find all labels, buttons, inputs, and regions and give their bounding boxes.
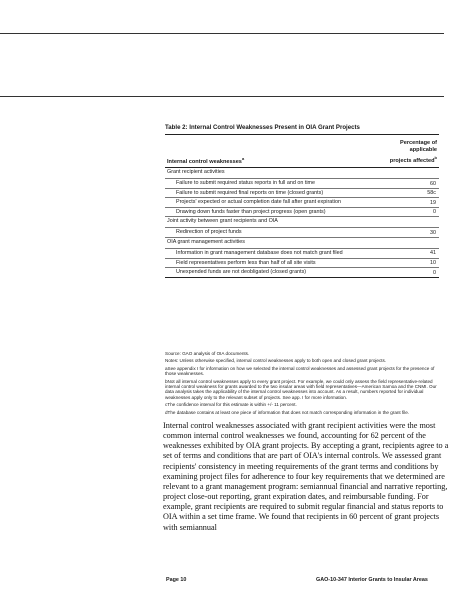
table-row: Information in grant management database does not match grant filed 41 [165,249,439,259]
table-row: Failure to submit required status reports in full and on time 60 [165,179,439,189]
table-notes [165,351,441,417]
source-note: Source: GAO analysis of OIA documents. [165,351,250,356]
page-number: Page 10 [166,577,187,583]
table-row: Unexpended funds are not deobligated (closed grants) 0 [165,268,439,278]
table-row: Failure to submit required final reports on time (closed grants) 58c [165,189,439,199]
table-row: Field representatives perform less than half of all site visits 10 [165,259,439,269]
table-row: Drawing down funds faster than project progress (open grants) 0 [165,208,439,218]
table-row: Grant recipient activities [165,168,439,179]
report-id: GAO-10-347 Interior Grants to Insular Areas [316,577,428,583]
table-header [165,134,439,168]
footnote-d: dThe database contains at least one piece of information that does not match corresponding information in the grant file. [165,409,410,415]
table-row: Redirection of project funds 30 [165,228,439,238]
footnote-b: bNot all internal control weaknesses apply to every grant project. For example, we could only assess the field representative-related internal control weakness for grants awarded to the two insular areas with field representatives—American Samoa and the CNMI. Our data analysis takes the applicability of the internal control weaknesses into account. As a result, numbers reported for individual weaknesses apply only to the relevant subset of projects. See app. I for more information. [165,378,437,400]
table-row: Projects' expected or actual completion date fall after grant expiration 19 [165,198,439,208]
header-weaknesses: Internal control weaknesses$^a$ [167,156,245,165]
general-note: Notes: Unless otherwise specified, internal control weaknesses apply to both open and closed grant projects. [165,358,387,364]
section-rule [0,96,444,97]
table-row: Joint activity between grant recipients and OIA [165,217,439,228]
table-row: OIA grant management activities [165,238,439,249]
footnote-c: cThe confidence interval for this estimate is within +/- 11 percent. [165,402,297,408]
footnote-a: aSee appendix I for information on how we selected the internal control weaknesses and assessed grant projects for the presence of those weaknesses. [165,365,435,377]
weakness-table [165,134,439,278]
body-paragraph: Internal control weaknesses associated with grant recipient activities were the most common internal control weaknesses we found, accounting for 62 percent of the weaknesses exhibited by OIA grant projects. By accepting a grant, recipients agree to a set of terms and conditions that are part of OIA's internal controls. We assessed grant recipients' consistency in meeting requirements of the grant terms and conditions by examining project files for adherence to four key requirements that we determined are relevant to a grant management program: semiannual financial and narrative reporting, project close-out reporting, grant expiration dates, and reimbursable funding. For example, grant recipients are required to submit regular financial and status reports to OIA within a set time frame. We found that recipients in 60 percent of grant projects with semiannual [163,421,449,532]
table-title: Table 2: Internal Control Weaknesses Present in OIA Grant Projects [165,124,360,131]
header-percentage: Percentage of applicable projects affected$^b$ [389,140,437,164]
top-rule [0,33,444,34]
